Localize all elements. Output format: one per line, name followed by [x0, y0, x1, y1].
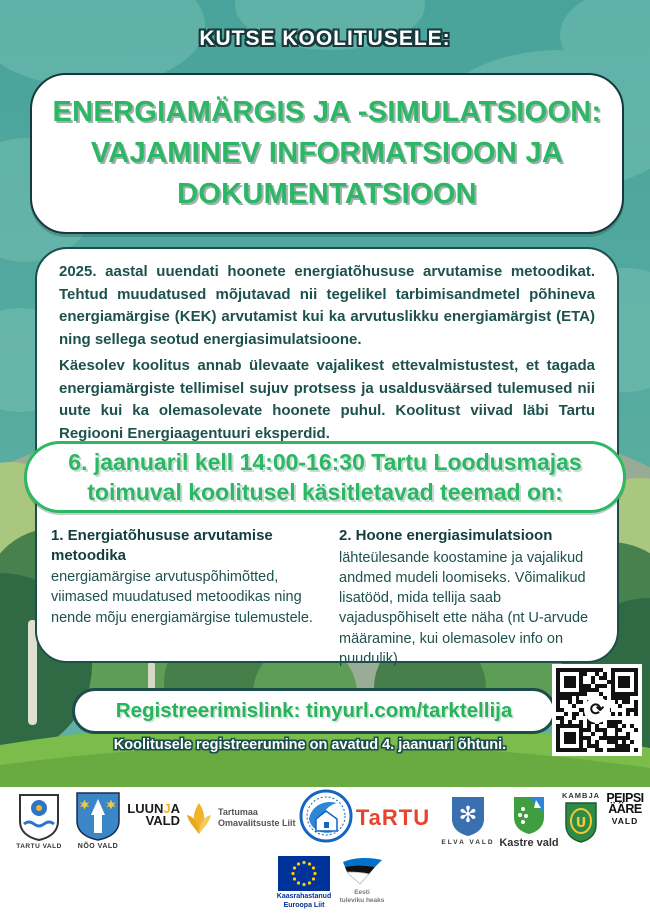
- topic-1-body: energiamärgise arvutuspõhimõtted, viimased muudatused metoodikas ning nende mõju energiamärgise tulemustele.: [51, 569, 313, 626]
- luunja-vald-word: VALD: [145, 813, 180, 829]
- tartu-vald-label: TARTU VALD: [16, 843, 62, 850]
- topic-1-heading: 1. Energiatõhususe arvutamise metoodika: [51, 527, 273, 564]
- qr-code[interactable]: [552, 664, 642, 756]
- eu-flag-icon: [278, 856, 330, 891]
- kastre-vald-label: Kastre vald: [499, 837, 559, 849]
- est-label-line2: tuleviku heaks: [339, 897, 385, 905]
- eu-label-line2: Euroopa Liit: [283, 901, 325, 909]
- logo-tartu-city: [355, 805, 431, 831]
- tartu-city-wordmark: TaRTU: [355, 805, 431, 830]
- topic-2-heading: 2. Hoone energiasimulatsioon: [339, 527, 553, 544]
- kambja-crest-icon: [564, 801, 598, 843]
- luunja-part1: LUUN: [127, 801, 164, 816]
- tartumaa-liit-label: [218, 807, 296, 830]
- trea-badge-icon: [299, 789, 353, 843]
- page-title-line3: DOKUMENTATSIOON: [177, 178, 477, 211]
- leaf-icon: [186, 801, 212, 835]
- logo-noo-vald: [72, 791, 124, 850]
- footer-logo-band: [0, 787, 650, 919]
- noo-vald-label: NÕO VALD: [77, 843, 119, 850]
- eu-cofunded-label: [277, 893, 331, 911]
- topic-1: [51, 526, 315, 669]
- luunja-part3: A: [170, 801, 180, 816]
- logo-kastre-vald: [498, 795, 560, 849]
- peipsiaare-monogram: PEIPSIÄÄRE: [606, 791, 644, 817]
- registration-link-text[interactable]: Registreerimislink: tinyurl.com/tarktellija: [115, 699, 513, 722]
- logo-peipsiaare-vald: [602, 793, 648, 826]
- page-title-line1: ENERGIAMÄRGIS JA -SIMULATSIOON:: [52, 95, 602, 128]
- logo-kambja: [558, 789, 604, 843]
- logo-eu-cofunded: [276, 856, 332, 911]
- event-banner-line2: toimuval koolitusel käsitletavad teemad on:: [87, 479, 563, 505]
- topics-columns: [51, 526, 603, 669]
- eu-label-line1: Kaasrahastanud: [276, 893, 332, 900]
- svg-text:U: U: [575, 816, 587, 831]
- est-label-line1: Eesti: [354, 889, 370, 896]
- peipsiaare-vald-word: VALD: [611, 815, 639, 826]
- elva-vald-crest-icon: [450, 795, 486, 837]
- kastre-vald-crest-icon: [512, 795, 546, 835]
- tartumaa-line2: Omavalitsuste Liit: [218, 818, 296, 828]
- circular-arrow-icon: ⟳: [584, 697, 610, 723]
- tartumaa-line1: Tartumaa: [218, 806, 258, 817]
- logo-trea: [298, 789, 354, 843]
- registration-deadline: Koolitusele registreerumine on avatud 4. jaanuari õhtuni.: [113, 737, 507, 753]
- topic-2: [339, 526, 603, 669]
- title-box: [30, 73, 624, 234]
- logo-luunja-vald: [127, 801, 180, 829]
- logo-tartu-vald: [14, 793, 64, 850]
- event-banner-line1: 6. jaanuaril kell 14:00-16:30 Tartu Loodusmajas: [68, 448, 582, 475]
- luunja-vald-wordmark: [127, 803, 180, 828]
- logo-elva-vald: [438, 795, 498, 846]
- noo-vald-crest-icon: [75, 791, 121, 841]
- intro-paragraph-2: Käesolev koolitus annab ülevaate vajalikest ettevalmistustest, et tagada energiamärgiste tellimisel sujuv protsess ja usaldusväärsed tulemused nii uute kui ka olemasolevate hoonete puhul. Koolitust viivad läbi Tartu Regiooni Energiaagentuuri eksperdid.: [59, 357, 595, 442]
- invitation-badge: KUTSE KOOLITUSELE:: [199, 27, 451, 50]
- intro-paragraph-1: 2025. aastal uuendati hoonete energiatõhususe arvutamise metoodikat. Tehtud muudatused mõjutavad nii tegelikel tarbimisandmetel põhineva energiamärgise (KEK) arvutamist kui ka arvutuslikku energiamärgist (ETA) ning sellega seotud energiasimulatsioone.: [59, 263, 595, 348]
- elva-vald-label: ELVA VALD: [441, 839, 495, 846]
- logo-tartumaa-liit: [186, 801, 296, 835]
- estonia-swallow-flag-icon: [340, 857, 384, 887]
- luunja-part2: J: [163, 801, 171, 816]
- topic-2-body: lähteülesande koostamine ja vajalikud andmed mudeli loomiseks. Võimalikud lisatööd, mida tellija saab vajaduspõhiselt ette näha (nt U-arvude määramine, kui olemasolev info on puudulik).: [339, 549, 589, 667]
- registration-link-pill[interactable]: [72, 688, 556, 734]
- logo-estonia-flag: [334, 857, 390, 905]
- page-title-line2: VAJAMINEV INFORMATSIOON JA: [90, 136, 564, 169]
- tartu-vald-crest-icon: [18, 793, 60, 841]
- kambja-label: KAMBJA: [561, 791, 601, 800]
- svg-text:✻: ✻: [458, 803, 478, 828]
- estonia-flag-label: [340, 889, 385, 905]
- event-banner: [24, 441, 626, 513]
